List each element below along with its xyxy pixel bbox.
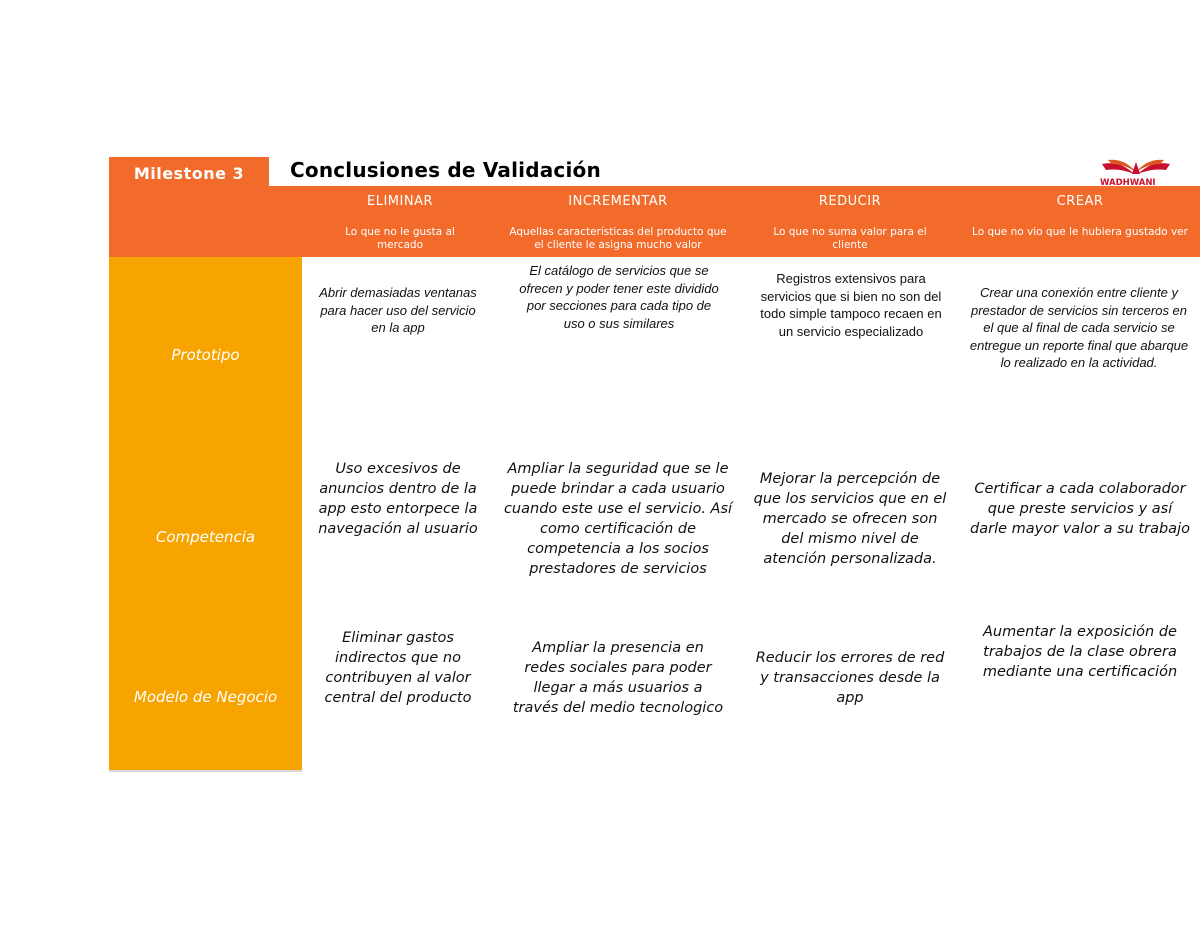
column-eliminar — [300, 186, 500, 257]
svg-text:WADHWANI: WADHWANI — [1100, 178, 1156, 186]
cell-modelo-reducir: Reducir los errores de red y transacciones desde la app — [755, 650, 945, 706]
column-reducir — [755, 186, 945, 257]
row-label-modelo-de-negocio: Modelo de Negocio — [133, 688, 278, 706]
row-label-prototipo: Prototipo — [171, 346, 240, 364]
column-subtitle: Lo que no le gusta al mercado — [345, 226, 455, 251]
cell-prototipo-eliminar: Abrir demasiadas ventanas para hacer uso del servicio en la app — [319, 285, 477, 335]
column-title: CREAR — [1056, 194, 1104, 209]
column-title: ELIMINAR — [367, 194, 433, 209]
column-title: REDUCIR — [818, 194, 882, 209]
row-label-competencia: Competencia — [155, 528, 256, 546]
wadhwani-logo-icon — [1096, 158, 1200, 186]
cell-competencia-crear: Certificar a cada colaborador que preste servicios y así darle mayor valor a su trabajo — [970, 481, 1190, 537]
cell-competencia-incrementar: Ampliar la seguridad que se le puede brindar a cada usuario cuando este use el servicio. Así como certificación de competencia a los socios prestadores de servicios — [503, 461, 733, 577]
column-subtitle: Aquellas características del producto que el cliente le asigna mucho valor — [509, 226, 727, 251]
cell-prototipo-incrementar: El catálogo de servicios que se ofrecen y poder tener este dividido por secciones para cada tipo de uso o sus similares — [519, 263, 719, 331]
cell-prototipo-reducir: Registros extensivos para servicios que si bien no son del todo simple tampoco recaen en un servicio especializado — [760, 271, 942, 339]
column-crear — [962, 186, 1198, 257]
page-title: Conclusiones de Validación — [290, 158, 601, 182]
column-subtitle: Lo que no vio que le hubiera gustado ver — [972, 226, 1188, 238]
column-title: INCREMENTAR — [568, 194, 668, 209]
milestone-badge: Milestone 3 — [109, 157, 269, 186]
column-incrementar — [504, 186, 732, 257]
cell-competencia-eliminar: Uso excesivos de anuncios dentro de la app esto entorpece la navegación al usuario — [318, 461, 478, 537]
column-subtitle: Lo que no suma valor para el cliente — [773, 226, 927, 251]
cell-prototipo-crear: Crear una conexión entre cliente y prestador de servicios sin terceros en el que al final de cada servicio se entregue un reporte final que abarque lo realizado en la actividad. — [969, 285, 1189, 370]
cell-modelo-incrementar: Ampliar la presencia en redes sociales para poder llegar a más usuarios a través del medio tecnologico — [512, 640, 724, 716]
wadhwani-logo — [1096, 158, 1200, 186]
cell-modelo-crear: Aumentar la exposición de trabajos de la clase obrera mediante una certificación — [982, 624, 1178, 680]
cell-competencia-reducir: Mejorar la percepción de que los servicios que en el mercado se ofrecen son del mismo nivel de atención personalizada. — [753, 471, 947, 567]
cell-modelo-eliminar: Eliminar gastos indirectos que no contribuyen al valor central del producto — [324, 630, 472, 706]
row-labels-sidebar — [109, 257, 302, 772]
